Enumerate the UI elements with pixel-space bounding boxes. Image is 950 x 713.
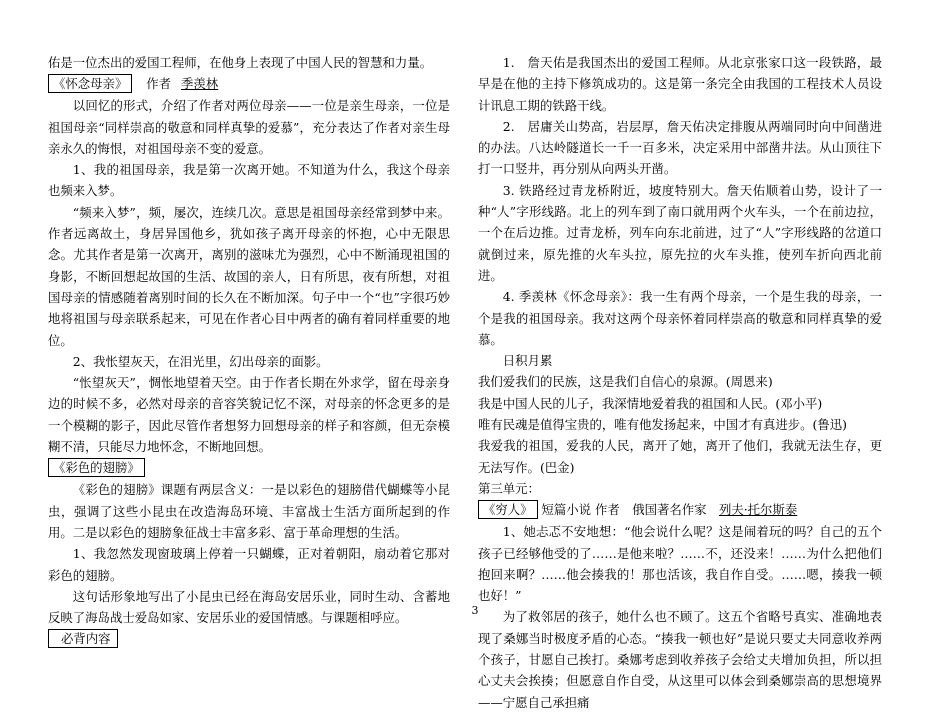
- paragraph: 为了救邻居的孩子，她什么也不顾了。这五个省略号真实、准确地表现了桑娜当时极度矛盾的心态。“揍我一顿也好”是说只要丈夫同意收养两个孩子，甘愿自己挨打。桑娜考虑到收养孩子会给丈夫增加负担，所以担心丈夫会挨揍；但愿意自作自受，从这里可以体会到桑娜崇高的思想境界——宁愿自己承担痛: [478, 609, 882, 710]
- author-name: 季羡林: [181, 76, 219, 92]
- paragraph: 2、我怅望灰天，在泪光里，幻出母亲的面影。: [72, 353, 329, 369]
- title-box-caise: 《彩色的翅膀》: [48, 458, 145, 477]
- paragraph: 1. 詹天佑是我国杰出的爱国工程师。从北京张家口这一段铁路，最早是在他的主持下修筑成功的。这是第一条完全由我国的工程技术人员设计讯息工期的铁路干线。: [478, 55, 882, 113]
- title-box-qiongren: 《穷人》: [478, 500, 538, 519]
- paragraph: “频来入梦”，频，屡次，连续几次。意思是祖国母亲经常到梦中来。作者远离故土，身居异国他乡，犹如孩子离开母亲的怀抱，心中无限思念。尤其作者是第一次离开，离别的滋味尤为强烈，心中不断涌现祖国的身影，不断回想起故国的生活、故国的亲人，日有所思，夜有所想，对祖国母亲的情感随着离别时间的长久在不断加深。句子中一个“也”字很巧妙地将祖国与母亲联系起来，可见在作者心目中两者的确有着同样重要的地位。: [48, 204, 450, 348]
- paragraph: 1、她忐忑不安地想：“他会说什么呢？这是闹着玩的吗？自己的五个孩子已经够他受的了……是他来啦？……不，还没来！……为什么把他们抱回来啊？……他会揍我的！那也活该，我自作自受。……嗯，揍我一顿也好！”: [478, 524, 882, 604]
- title-box-huainian: 《怀念母亲》: [48, 74, 132, 93]
- paragraph: 这句话形象地写出了小昆虫已经在海岛安居乐业，同时生动、含蓄地反映了海岛战士爱岛如家、安居乐业的爱国情感。与课题相呼应。: [48, 588, 450, 626]
- paragraph: 1、我的祖国母亲，我是第一次离开她。不知道为什么，我这个母亲也频来入梦。: [48, 162, 450, 199]
- left-column: [48, 52, 450, 650]
- paragraph: 2. 居庸关山势高，岩层厚，詹天佑决定排腹从两端同时向中间凿进的办法。八达岭隧道长一千一百多米，决定采用中部凿井法。从山顶往下打一口竖井，再分别从向两头开凿。: [478, 118, 882, 177]
- author-name: 列夫·托尔斯泰: [718, 502, 798, 518]
- intro-text: 佑是一位杰出的爱国工程师，在他身上表现了中国人民的智慧和力量。: [48, 55, 433, 70]
- story-meta: 短篇小说 作者 俄国著名作家: [541, 502, 719, 518]
- paragraph: 《彩色的翅膀》课题有两层含义：一是以彩色的翅膀借代蝴蝶等小昆虫，强调了这些小昆虫在改造海岛环境、丰富战士生活方面所起到的作用。二是以彩色的翅膀象征战士丰富多彩、富于革命理想的生活。: [48, 482, 450, 540]
- section-heading-qiongren: [478, 499, 882, 521]
- quote-line: 我是中国人民的儿子，我深情地爱着我的祖国和人民。(邓小平): [478, 395, 823, 411]
- paragraph: 3. 铁路经过青龙桥附近，坡度特别大。詹天佑顺着山势，设计了一种“人”字形线路。北上的列车到了南口就用两个火车头，一个在前边拉，一个在后边推。过青龙桥，列车向东北前进，过了“人”字形线路的岔道口就倒过来，原先推的火车头拉，原先拉的火车头推，使列车折向西北前进。: [478, 182, 882, 283]
- page-number: 3: [471, 604, 479, 617]
- section-heading-huainian: [48, 73, 450, 95]
- quote-line: 我爱我的祖国，爱我的人民，离开了她，离开了他们，我就无法生存，更无法写作。(巴金): [478, 438, 882, 475]
- title-box-bibei: 必背内容: [48, 629, 118, 648]
- paragraph: 以回忆的形式，介绍了作者对两位母亲——一位是亲生母亲，一位是祖国母亲“同样崇高的敬意和同样真挚的爱慕”，充分表达了作者对亲生母亲永久的悔恨，对祖国母亲不变的爱意。: [48, 98, 450, 156]
- author-prefix: 作者: [146, 76, 172, 92]
- section-label-riji: 日积月累: [502, 353, 553, 369]
- paragraph: 1、我忽然发现窗玻璃上停着一只蝴蝶，正对着朝阳，扇动着它那对彩色的翅膀。: [48, 546, 450, 583]
- paragraph: “怅望灰天”，惆怅地望着天空。由于作者长期在外求学，留在母亲身边的时候不多，必然对母亲的音容笑貌记忆不深，对母亲的怀念更多的是一个模糊的影子，因此尽管作者想努力回想母亲的样子和容颜，但无奈模糊不清，只能尽力地怀念，不断地回想。: [48, 375, 450, 455]
- quote-line: 我们爱我们的民族，这是我们自信心的泉源。(周恩来): [478, 374, 773, 390]
- quote-line: 唯有民魂是值得宝贵的，唯有他发扬起来，中国才有真进步。(鲁迅): [478, 417, 847, 433]
- unit-heading: 第三单元：: [478, 480, 540, 496]
- paragraph: 4. 季羡林《怀念母亲》：我一生有两个母亲，一个是生我的母亲，一个是我的祖国母亲。我对这两个母亲怀着同样崇高的敬意和同样真挚的爱慕。: [478, 289, 882, 347]
